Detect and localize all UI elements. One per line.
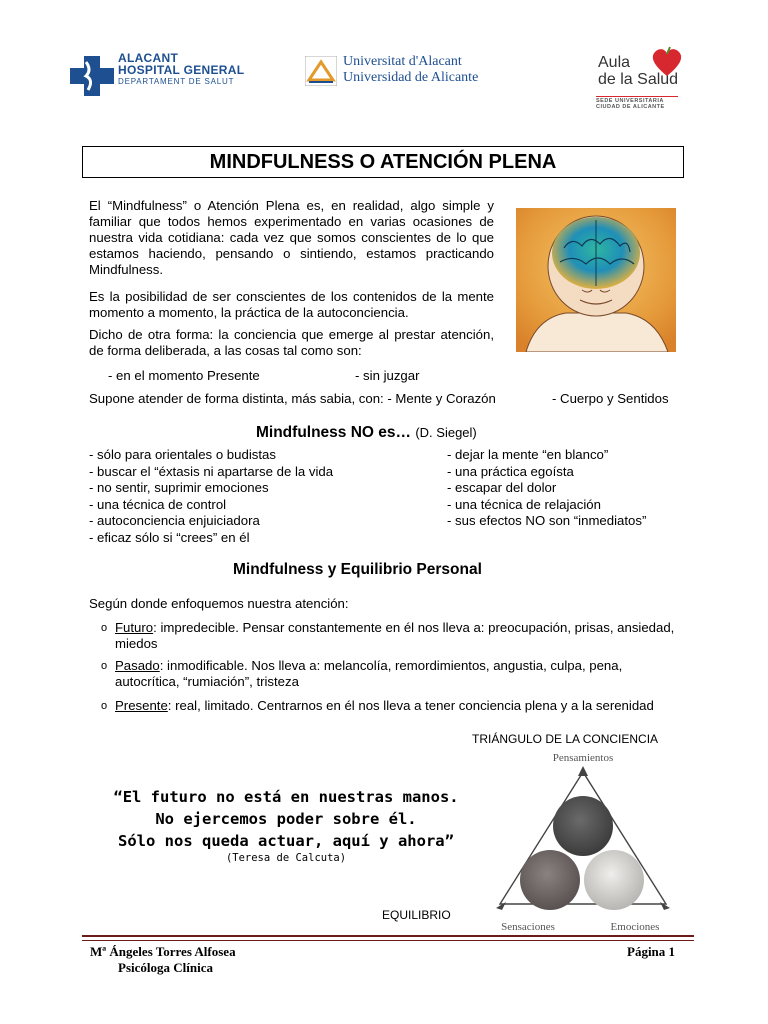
footer-page-number: Página 1 bbox=[627, 944, 676, 959]
aula-line1: Aula bbox=[598, 54, 631, 71]
footer-rule-thick bbox=[82, 935, 694, 937]
equilibrio-heading: Mindfulness y Equilibrio Personal bbox=[233, 561, 482, 578]
university-line2: Universidad de Alicante bbox=[343, 70, 479, 85]
supone-line-2: - Cuerpo y Sentidos bbox=[552, 391, 669, 406]
aula-sub2: CIUDAD DE ALICANTE bbox=[596, 104, 665, 110]
university-logo bbox=[305, 52, 505, 92]
aula-salud-logo bbox=[596, 46, 696, 116]
dash-presente: - en el momento Presente bbox=[108, 368, 260, 383]
intro-paragraph-3: Dicho de otra forma: la conciencia que emerge al prestar atención, de forma deliberada, a las cosas tal como son: bbox=[89, 327, 494, 358]
bullet-marker: o bbox=[101, 622, 108, 634]
term-presente: Presente bbox=[115, 698, 168, 713]
term-futuro: Futuro bbox=[115, 620, 154, 635]
circle-sensaciones bbox=[520, 850, 580, 910]
list-item: - buscar el “éxtasis ni apartarse de la vida bbox=[89, 463, 334, 479]
bullet-futuro bbox=[101, 620, 677, 652]
intro-paragraph-2: Es la posibilidad de ser conscientes de los contenidos de la mente momento a momento, la práctica de la autoconciencia. bbox=[89, 289, 494, 320]
quote-line-3: Sólo nos queda actuar, aquí y ahora” bbox=[118, 832, 454, 850]
list-item: - autoconciencia enjuiciadora bbox=[89, 513, 260, 528]
bullet-marker: o bbox=[101, 660, 108, 672]
equilibrio-label: EQUILIBRIO bbox=[382, 908, 451, 922]
footer-author: Mª Ángeles Torres Alfosea bbox=[90, 944, 236, 959]
hospital-line2: HOSPITAL GENERAL bbox=[118, 63, 245, 77]
no-es-left-list bbox=[89, 447, 419, 546]
bullet-pasado bbox=[101, 658, 677, 690]
no-es-source: (D. Siegel) bbox=[415, 425, 477, 440]
text-futuro: : impredecible. Pensar constantemente en él nos lleva a: preocupación, prisas, ansiedad, miedos bbox=[115, 620, 675, 651]
hospital-logo bbox=[70, 52, 260, 98]
university-line1: Universitat d'Alacant bbox=[343, 54, 462, 69]
circle-pensamientos bbox=[553, 796, 613, 856]
hospital-cross-icon bbox=[70, 56, 114, 96]
footer-rule-thin bbox=[82, 940, 694, 941]
list-item: - una práctica egoísta bbox=[447, 463, 574, 479]
circle-emociones bbox=[584, 850, 644, 910]
no-es-heading-text: Mindfulness NO es… bbox=[256, 424, 412, 441]
hospital-line1: ALACANT bbox=[118, 51, 179, 65]
list-item: - eficaz sólo si “crees” en él bbox=[89, 529, 250, 545]
list-item: - sus efectos NO son “inmediatos” bbox=[447, 513, 647, 528]
document-title-box bbox=[82, 146, 684, 178]
document-title: MINDFULNESS O ATENCIÓN PLENA bbox=[209, 150, 557, 173]
supone-line: Supone atender de forma distinta, más sabia, con: - Mente y Corazón bbox=[89, 391, 496, 406]
list-item: - escapar del dolor bbox=[447, 480, 557, 495]
footer-role: Psicóloga Clínica bbox=[118, 960, 213, 975]
triangle-caption: TRIÁNGULO DE LA CONCIENCIA bbox=[472, 732, 659, 746]
text-presente: : real, limitado. Centrarnos en él nos lleva a tener conciencia plena y a la serenidad bbox=[167, 698, 654, 713]
bullet-marker: o bbox=[101, 700, 108, 712]
list-item: - no sentir, suprimir emociones bbox=[89, 480, 269, 495]
triangle-diagram bbox=[488, 746, 678, 936]
no-es-heading bbox=[256, 424, 477, 442]
text-pasado: : inmodificable. Nos lleva a: melancolía, remordimientos, angustia, culpa, pena, autocrítica, “rumiación”, tristeza bbox=[115, 658, 623, 689]
aula-sub1: SEDE UNIVERSITARIA bbox=[596, 98, 664, 104]
quote-author: (Teresa de Calcuta) bbox=[225, 852, 347, 864]
list-item: - sólo para orientales o budistas bbox=[89, 447, 276, 462]
quote-line-1: “El futuro no está en nuestras manos. bbox=[113, 788, 459, 806]
university-emblem-icon bbox=[305, 56, 337, 86]
label-sensaciones: Sensaciones bbox=[501, 921, 555, 933]
bullet-presente bbox=[101, 698, 677, 714]
dash-sin-juzgar: - sin juzgar bbox=[355, 368, 420, 383]
list-item: - una técnica de relajación bbox=[447, 496, 601, 512]
quote-block bbox=[96, 786, 476, 864]
arrow-top bbox=[578, 766, 588, 776]
brain-meditation-illustration bbox=[516, 208, 676, 352]
label-pensamientos: Pensamientos bbox=[552, 752, 614, 764]
no-es-right-list bbox=[447, 447, 687, 530]
hospital-line3: DEPARTAMENT DE SALUT bbox=[118, 77, 235, 86]
aula-divider bbox=[596, 96, 678, 97]
list-item: - una técnica de control bbox=[89, 496, 227, 512]
quote-line-2: No ejercemos poder sobre él. bbox=[155, 810, 417, 828]
triangle-of-consciousness bbox=[488, 746, 678, 936]
brain-illustration-icon bbox=[516, 208, 676, 352]
intro-paragraph-1: El “Mindfulness” o Atención Plena es, en realidad, algo simple y familiar que todos hemos experimentado en varias ocasiones de nuestra vida cotidiana: cada vez que somos conscientes de lo que estamos haciendo, pensando o sintiendo, estamos practicando Mindfulness. bbox=[89, 198, 494, 277]
equilibrio-lead: Según donde enfoquemos nuestra atención: bbox=[89, 596, 349, 611]
aula-line2: de la Salud bbox=[598, 71, 679, 88]
list-item: - dejar la mente “en blanco” bbox=[447, 447, 609, 462]
term-pasado: Pasado bbox=[115, 658, 160, 673]
label-emociones: Emociones bbox=[610, 921, 660, 933]
